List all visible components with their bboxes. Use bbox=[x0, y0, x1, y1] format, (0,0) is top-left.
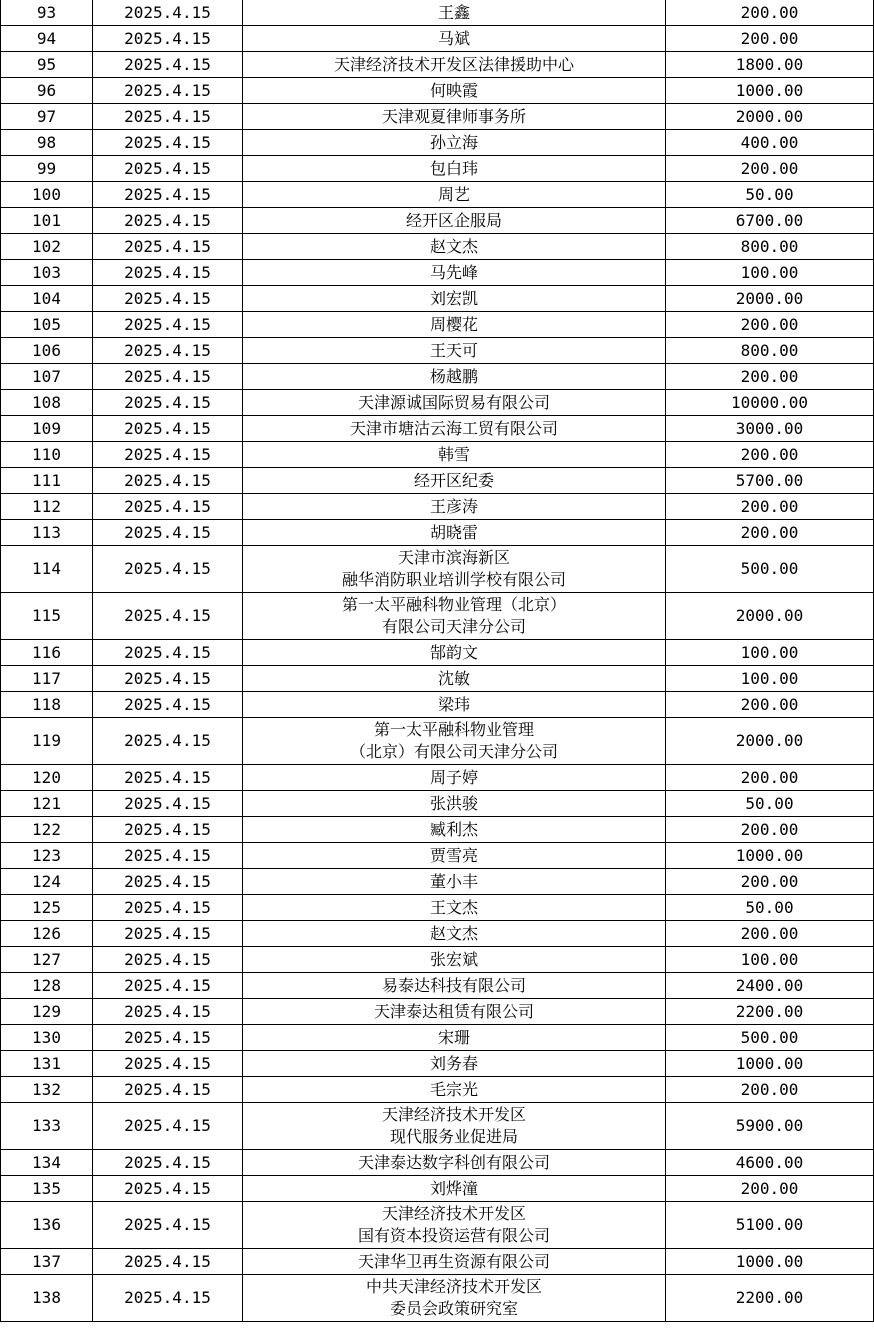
date-cell: 2025.4.15 bbox=[93, 1176, 243, 1202]
donor-name-cell bbox=[243, 364, 666, 390]
row-number-cell: 129 bbox=[1, 999, 93, 1025]
donor-name-cell bbox=[243, 1275, 666, 1322]
donor-name-line: 天津市滨海新区 bbox=[397, 548, 510, 567]
donor-name-cell bbox=[243, 182, 666, 208]
date-cell: 2025.4.15 bbox=[93, 364, 243, 390]
table-row bbox=[1, 442, 874, 468]
table-row bbox=[1, 416, 874, 442]
amount-cell: 500.00 bbox=[666, 546, 874, 593]
amount-cell: 5700.00 bbox=[666, 468, 874, 494]
table-row bbox=[1, 765, 874, 791]
table-row bbox=[1, 895, 874, 921]
row-number-cell: 105 bbox=[1, 312, 93, 338]
row-number-cell: 125 bbox=[1, 895, 93, 921]
donor-name-cell bbox=[243, 692, 666, 718]
amount-cell: 200.00 bbox=[666, 364, 874, 390]
donor-name-line: 马先峰 bbox=[429, 262, 478, 282]
date-cell: 2025.4.15 bbox=[93, 718, 243, 765]
date-cell: 2025.4.15 bbox=[93, 895, 243, 921]
donor-name-cell bbox=[243, 26, 666, 52]
donor-name-cell bbox=[243, 1176, 666, 1202]
amount-cell: 4600.00 bbox=[666, 1150, 874, 1176]
date-cell: 2025.4.15 bbox=[93, 78, 243, 104]
donor-name-line: 王文杰 bbox=[429, 897, 478, 917]
row-number-cell: 109 bbox=[1, 416, 93, 442]
table-row bbox=[1, 640, 874, 666]
date-cell: 2025.4.15 bbox=[93, 52, 243, 78]
table-row bbox=[1, 869, 874, 895]
date-cell: 2025.4.15 bbox=[93, 234, 243, 260]
donor-name-line: 第一太平融科物业管理 bbox=[373, 720, 534, 739]
table-row bbox=[1, 1025, 874, 1051]
date-cell: 2025.4.15 bbox=[93, 999, 243, 1025]
donor-name-line: 臧利杰 bbox=[429, 819, 478, 839]
row-number-cell: 126 bbox=[1, 921, 93, 947]
row-number-cell: 118 bbox=[1, 692, 93, 718]
amount-cell: 200.00 bbox=[666, 1176, 874, 1202]
amount-cell: 6700.00 bbox=[666, 208, 874, 234]
amount-cell: 2000.00 bbox=[666, 593, 874, 640]
donor-name-line: 经开区企服局 bbox=[405, 210, 502, 230]
date-cell: 2025.4.15 bbox=[93, 520, 243, 546]
row-number-cell: 119 bbox=[1, 718, 93, 765]
donor-name-line: 董小丰 bbox=[429, 871, 478, 891]
row-number-cell: 124 bbox=[1, 869, 93, 895]
donor-name-line: 融华消防职业培训学校有限公司 bbox=[341, 570, 566, 589]
donor-name-cell bbox=[243, 791, 666, 817]
date-cell: 2025.4.15 bbox=[93, 546, 243, 593]
date-cell: 2025.4.15 bbox=[93, 1103, 243, 1150]
donor-name-line: 天津华卫再生资源有限公司 bbox=[357, 1251, 550, 1271]
table-row bbox=[1, 286, 874, 312]
donor-name-cell bbox=[243, 338, 666, 364]
table-row bbox=[1, 947, 874, 973]
amount-cell: 2000.00 bbox=[666, 286, 874, 312]
date-cell: 2025.4.15 bbox=[93, 640, 243, 666]
donor-name-line: 郜韵文 bbox=[429, 642, 478, 662]
donor-name-cell bbox=[243, 520, 666, 546]
donor-name-line: 毛宗光 bbox=[429, 1079, 478, 1099]
amount-cell: 50.00 bbox=[666, 791, 874, 817]
amount-cell: 800.00 bbox=[666, 234, 874, 260]
date-cell: 2025.4.15 bbox=[93, 104, 243, 130]
donor-name-cell bbox=[243, 442, 666, 468]
date-cell: 2025.4.15 bbox=[93, 692, 243, 718]
date-cell: 2025.4.15 bbox=[93, 843, 243, 869]
row-number-cell: 103 bbox=[1, 260, 93, 286]
table-row bbox=[1, 364, 874, 390]
donor-name-cell bbox=[243, 52, 666, 78]
table-row bbox=[1, 1176, 874, 1202]
date-cell: 2025.4.15 bbox=[93, 1275, 243, 1322]
donor-name-cell bbox=[243, 895, 666, 921]
donor-name-line: 王天可 bbox=[429, 340, 478, 360]
date-cell: 2025.4.15 bbox=[93, 156, 243, 182]
row-number-cell: 116 bbox=[1, 640, 93, 666]
amount-cell: 10000.00 bbox=[666, 390, 874, 416]
donor-name-cell bbox=[243, 0, 666, 26]
amount-cell: 200.00 bbox=[666, 765, 874, 791]
donor-name-line: 赵文杰 bbox=[429, 236, 478, 256]
donor-name-line: 第一太平融科物业管理（北京） bbox=[341, 595, 566, 614]
row-number-cell: 110 bbox=[1, 442, 93, 468]
table-row bbox=[1, 999, 874, 1025]
table-row bbox=[1, 156, 874, 182]
donor-name-cell bbox=[243, 1077, 666, 1103]
date-cell: 2025.4.15 bbox=[93, 442, 243, 468]
row-number-cell: 111 bbox=[1, 468, 93, 494]
donor-name-line: 国有资本投资运营有限公司 bbox=[357, 1226, 550, 1245]
table-row bbox=[1, 1051, 874, 1077]
date-cell: 2025.4.15 bbox=[93, 947, 243, 973]
table-row bbox=[1, 593, 874, 640]
amount-cell: 200.00 bbox=[666, 156, 874, 182]
table-row bbox=[1, 78, 874, 104]
donor-name-line: 经开区纪委 bbox=[413, 470, 494, 490]
table-row bbox=[1, 208, 874, 234]
date-cell: 2025.4.15 bbox=[93, 260, 243, 286]
date-cell: 2025.4.15 bbox=[93, 26, 243, 52]
amount-cell: 200.00 bbox=[666, 442, 874, 468]
donor-name-line: 刘烨潼 bbox=[429, 1178, 478, 1198]
amount-cell: 200.00 bbox=[666, 921, 874, 947]
donor-name-cell bbox=[243, 78, 666, 104]
amount-cell: 2400.00 bbox=[666, 973, 874, 999]
amount-cell: 100.00 bbox=[666, 640, 874, 666]
table-row bbox=[1, 494, 874, 520]
amount-cell: 100.00 bbox=[666, 666, 874, 692]
table-row bbox=[1, 312, 874, 338]
amount-cell: 5900.00 bbox=[666, 1103, 874, 1150]
table-row bbox=[1, 843, 874, 869]
table-row bbox=[1, 1249, 874, 1275]
date-cell: 2025.4.15 bbox=[93, 791, 243, 817]
row-number-cell: 123 bbox=[1, 843, 93, 869]
donor-name-line: 刘务春 bbox=[429, 1053, 478, 1073]
row-number-cell: 102 bbox=[1, 234, 93, 260]
amount-cell: 50.00 bbox=[666, 895, 874, 921]
amount-cell: 200.00 bbox=[666, 1077, 874, 1103]
date-cell: 2025.4.15 bbox=[93, 0, 243, 26]
donor-name-line: （北京）有限公司天津分公司 bbox=[349, 742, 558, 761]
amount-cell: 2200.00 bbox=[666, 1275, 874, 1322]
table-row bbox=[1, 234, 874, 260]
row-number-cell: 100 bbox=[1, 182, 93, 208]
row-number-cell: 107 bbox=[1, 364, 93, 390]
donor-name-line: 易泰达科技有限公司 bbox=[381, 975, 526, 995]
table-row bbox=[1, 817, 874, 843]
donor-name-cell bbox=[243, 817, 666, 843]
row-number-cell: 115 bbox=[1, 593, 93, 640]
donor-name-line: 天津泰达租赁有限公司 bbox=[373, 1001, 534, 1021]
date-cell: 2025.4.15 bbox=[93, 666, 243, 692]
table-body bbox=[1, 0, 874, 1322]
date-cell: 2025.4.15 bbox=[93, 1077, 243, 1103]
table-row bbox=[1, 1103, 874, 1150]
row-number-cell: 108 bbox=[1, 390, 93, 416]
row-number-cell: 128 bbox=[1, 973, 93, 999]
donor-name-line: 天津经济技术开发区法律援助中心 bbox=[333, 54, 574, 74]
date-cell: 2025.4.15 bbox=[93, 765, 243, 791]
table-row bbox=[1, 468, 874, 494]
donor-name-cell bbox=[243, 999, 666, 1025]
table-row bbox=[1, 1077, 874, 1103]
row-number-cell: 98 bbox=[1, 130, 93, 156]
donor-name-line: 何映霞 bbox=[429, 80, 478, 100]
amount-cell: 3000.00 bbox=[666, 416, 874, 442]
donor-name-line: 张宏斌 bbox=[429, 949, 478, 969]
donor-name-line: 张洪骏 bbox=[429, 793, 478, 813]
date-cell: 2025.4.15 bbox=[93, 390, 243, 416]
row-number-cell: 137 bbox=[1, 1249, 93, 1275]
donor-name-line: 贾雪亮 bbox=[429, 845, 478, 865]
table-row bbox=[1, 0, 874, 26]
table-row bbox=[1, 104, 874, 130]
amount-cell: 100.00 bbox=[666, 947, 874, 973]
amount-cell: 1000.00 bbox=[666, 1051, 874, 1077]
donor-name-cell bbox=[243, 1051, 666, 1077]
row-number-cell: 104 bbox=[1, 286, 93, 312]
amount-cell: 2200.00 bbox=[666, 999, 874, 1025]
table-row bbox=[1, 338, 874, 364]
donor-name-line: 天津经济技术开发区 bbox=[381, 1204, 526, 1223]
date-cell: 2025.4.15 bbox=[93, 182, 243, 208]
donor-name-cell bbox=[243, 1202, 666, 1249]
table-row bbox=[1, 791, 874, 817]
donor-name-cell bbox=[243, 390, 666, 416]
row-number-cell: 138 bbox=[1, 1275, 93, 1322]
amount-cell: 800.00 bbox=[666, 338, 874, 364]
table-row bbox=[1, 666, 874, 692]
donor-name-cell bbox=[243, 947, 666, 973]
row-number-cell: 97 bbox=[1, 104, 93, 130]
row-number-cell: 121 bbox=[1, 791, 93, 817]
row-number-cell: 134 bbox=[1, 1150, 93, 1176]
date-cell: 2025.4.15 bbox=[93, 1051, 243, 1077]
row-number-cell: 122 bbox=[1, 817, 93, 843]
amount-cell: 1000.00 bbox=[666, 843, 874, 869]
row-number-cell: 101 bbox=[1, 208, 93, 234]
date-cell: 2025.4.15 bbox=[93, 1202, 243, 1249]
amount-cell: 200.00 bbox=[666, 520, 874, 546]
donor-name-line: 刘宏凯 bbox=[429, 288, 478, 308]
row-number-cell: 96 bbox=[1, 78, 93, 104]
table-row bbox=[1, 182, 874, 208]
table-row bbox=[1, 718, 874, 765]
amount-cell: 5100.00 bbox=[666, 1202, 874, 1249]
amount-cell: 400.00 bbox=[666, 130, 874, 156]
amount-cell: 200.00 bbox=[666, 692, 874, 718]
donor-name-cell bbox=[243, 416, 666, 442]
date-cell: 2025.4.15 bbox=[93, 921, 243, 947]
amount-cell: 1000.00 bbox=[666, 78, 874, 104]
donor-name-cell bbox=[243, 156, 666, 182]
row-number-cell: 136 bbox=[1, 1202, 93, 1249]
donor-name-line: 马斌 bbox=[437, 28, 470, 48]
date-cell: 2025.4.15 bbox=[93, 286, 243, 312]
row-number-cell: 135 bbox=[1, 1176, 93, 1202]
table-row bbox=[1, 26, 874, 52]
amount-cell: 1800.00 bbox=[666, 52, 874, 78]
row-number-cell: 94 bbox=[1, 26, 93, 52]
donor-name-cell bbox=[243, 208, 666, 234]
date-cell: 2025.4.15 bbox=[93, 973, 243, 999]
amount-cell: 2000.00 bbox=[666, 104, 874, 130]
donor-name-line: 天津源诚国际贸易有限公司 bbox=[357, 392, 550, 412]
amount-cell: 200.00 bbox=[666, 312, 874, 338]
amount-cell: 200.00 bbox=[666, 817, 874, 843]
donor-name-cell bbox=[243, 1150, 666, 1176]
donor-name-cell bbox=[243, 1025, 666, 1051]
row-number-cell: 133 bbox=[1, 1103, 93, 1150]
donor-name-line: 周艺 bbox=[437, 184, 470, 204]
donor-name-line: 包白玮 bbox=[429, 158, 478, 178]
donor-name-line: 赵文杰 bbox=[429, 923, 478, 943]
table-row bbox=[1, 921, 874, 947]
amount-cell: 500.00 bbox=[666, 1025, 874, 1051]
donor-name-cell bbox=[243, 546, 666, 593]
table-row bbox=[1, 520, 874, 546]
row-number-cell: 99 bbox=[1, 156, 93, 182]
table-row bbox=[1, 52, 874, 78]
date-cell: 2025.4.15 bbox=[93, 817, 243, 843]
amount-cell: 100.00 bbox=[666, 260, 874, 286]
row-number-cell: 112 bbox=[1, 494, 93, 520]
row-number-cell: 130 bbox=[1, 1025, 93, 1051]
row-number-cell: 113 bbox=[1, 520, 93, 546]
row-number-cell: 131 bbox=[1, 1051, 93, 1077]
row-number-cell: 106 bbox=[1, 338, 93, 364]
table-row bbox=[1, 546, 874, 593]
date-cell: 2025.4.15 bbox=[93, 338, 243, 364]
donor-name-cell bbox=[243, 640, 666, 666]
date-cell: 2025.4.15 bbox=[93, 468, 243, 494]
donor-name-cell bbox=[243, 869, 666, 895]
amount-cell: 200.00 bbox=[666, 494, 874, 520]
date-cell: 2025.4.15 bbox=[93, 1249, 243, 1275]
donor-name-cell bbox=[243, 593, 666, 640]
row-number-cell: 95 bbox=[1, 52, 93, 78]
date-cell: 2025.4.15 bbox=[93, 208, 243, 234]
donor-name-cell bbox=[243, 104, 666, 130]
table-row bbox=[1, 973, 874, 999]
date-cell: 2025.4.15 bbox=[93, 1150, 243, 1176]
donor-name-line: 天津经济技术开发区 bbox=[381, 1105, 526, 1124]
donor-name-line: 现代服务业促进局 bbox=[389, 1127, 518, 1146]
donor-name-line: 杨越鹏 bbox=[429, 366, 478, 386]
donor-name-cell bbox=[243, 718, 666, 765]
donor-name-cell bbox=[243, 1249, 666, 1275]
donor-name-line: 中共天津经济技术开发区 bbox=[365, 1277, 542, 1296]
donor-name-cell bbox=[243, 973, 666, 999]
donor-name-cell bbox=[243, 234, 666, 260]
row-number-cell: 93 bbox=[1, 0, 93, 26]
donor-name-cell bbox=[243, 260, 666, 286]
amount-cell: 1000.00 bbox=[666, 1249, 874, 1275]
donor-name-line: 韩雪 bbox=[437, 444, 470, 464]
amount-cell: 200.00 bbox=[666, 26, 874, 52]
table-row bbox=[1, 130, 874, 156]
donor-name-cell bbox=[243, 843, 666, 869]
donor-name-cell bbox=[243, 666, 666, 692]
donor-name-line: 沈敏 bbox=[437, 668, 470, 688]
amount-cell: 2000.00 bbox=[666, 718, 874, 765]
date-cell: 2025.4.15 bbox=[93, 869, 243, 895]
row-number-cell: 127 bbox=[1, 947, 93, 973]
amount-cell: 200.00 bbox=[666, 869, 874, 895]
donor-name-line: 王鑫 bbox=[437, 2, 470, 22]
table-row bbox=[1, 390, 874, 416]
donor-name-line: 孙立海 bbox=[429, 132, 478, 152]
amount-cell: 50.00 bbox=[666, 182, 874, 208]
row-number-cell: 132 bbox=[1, 1077, 93, 1103]
donor-name-line: 天津市塘沽云海工贸有限公司 bbox=[349, 418, 558, 438]
row-number-cell: 120 bbox=[1, 765, 93, 791]
donor-name-line: 宋珊 bbox=[437, 1027, 470, 1047]
donor-name-cell bbox=[243, 921, 666, 947]
donor-name-line: 梁玮 bbox=[437, 694, 470, 714]
date-cell: 2025.4.15 bbox=[93, 130, 243, 156]
donor-name-cell bbox=[243, 765, 666, 791]
donor-name-cell bbox=[243, 312, 666, 338]
donor-name-line: 周子婷 bbox=[429, 767, 478, 787]
donor-name-line: 王彦涛 bbox=[429, 496, 478, 516]
donor-name-line: 天津泰达数字科创有限公司 bbox=[357, 1152, 550, 1172]
amount-cell: 200.00 bbox=[666, 0, 874, 26]
donor-name-cell bbox=[243, 1103, 666, 1150]
date-cell: 2025.4.15 bbox=[93, 494, 243, 520]
donor-name-cell bbox=[243, 468, 666, 494]
row-number-cell: 117 bbox=[1, 666, 93, 692]
table-row bbox=[1, 1202, 874, 1249]
date-cell: 2025.4.15 bbox=[93, 593, 243, 640]
donor-name-line: 有限公司天津分公司 bbox=[381, 617, 526, 636]
row-number-cell: 114 bbox=[1, 546, 93, 593]
date-cell: 2025.4.15 bbox=[93, 416, 243, 442]
table-row bbox=[1, 692, 874, 718]
date-cell: 2025.4.15 bbox=[93, 1025, 243, 1051]
donor-name-line: 天津观夏律师事务所 bbox=[381, 106, 526, 126]
donor-name-cell bbox=[243, 130, 666, 156]
table-row bbox=[1, 1150, 874, 1176]
donor-name-cell bbox=[243, 494, 666, 520]
donor-name-cell bbox=[243, 286, 666, 312]
date-cell: 2025.4.15 bbox=[93, 312, 243, 338]
table-row bbox=[1, 1275, 874, 1322]
table-row bbox=[1, 260, 874, 286]
donor-name-line: 胡晓雷 bbox=[429, 522, 478, 542]
donor-name-line: 周樱花 bbox=[429, 314, 478, 334]
donor-name-line: 委员会政策研究室 bbox=[389, 1299, 518, 1318]
